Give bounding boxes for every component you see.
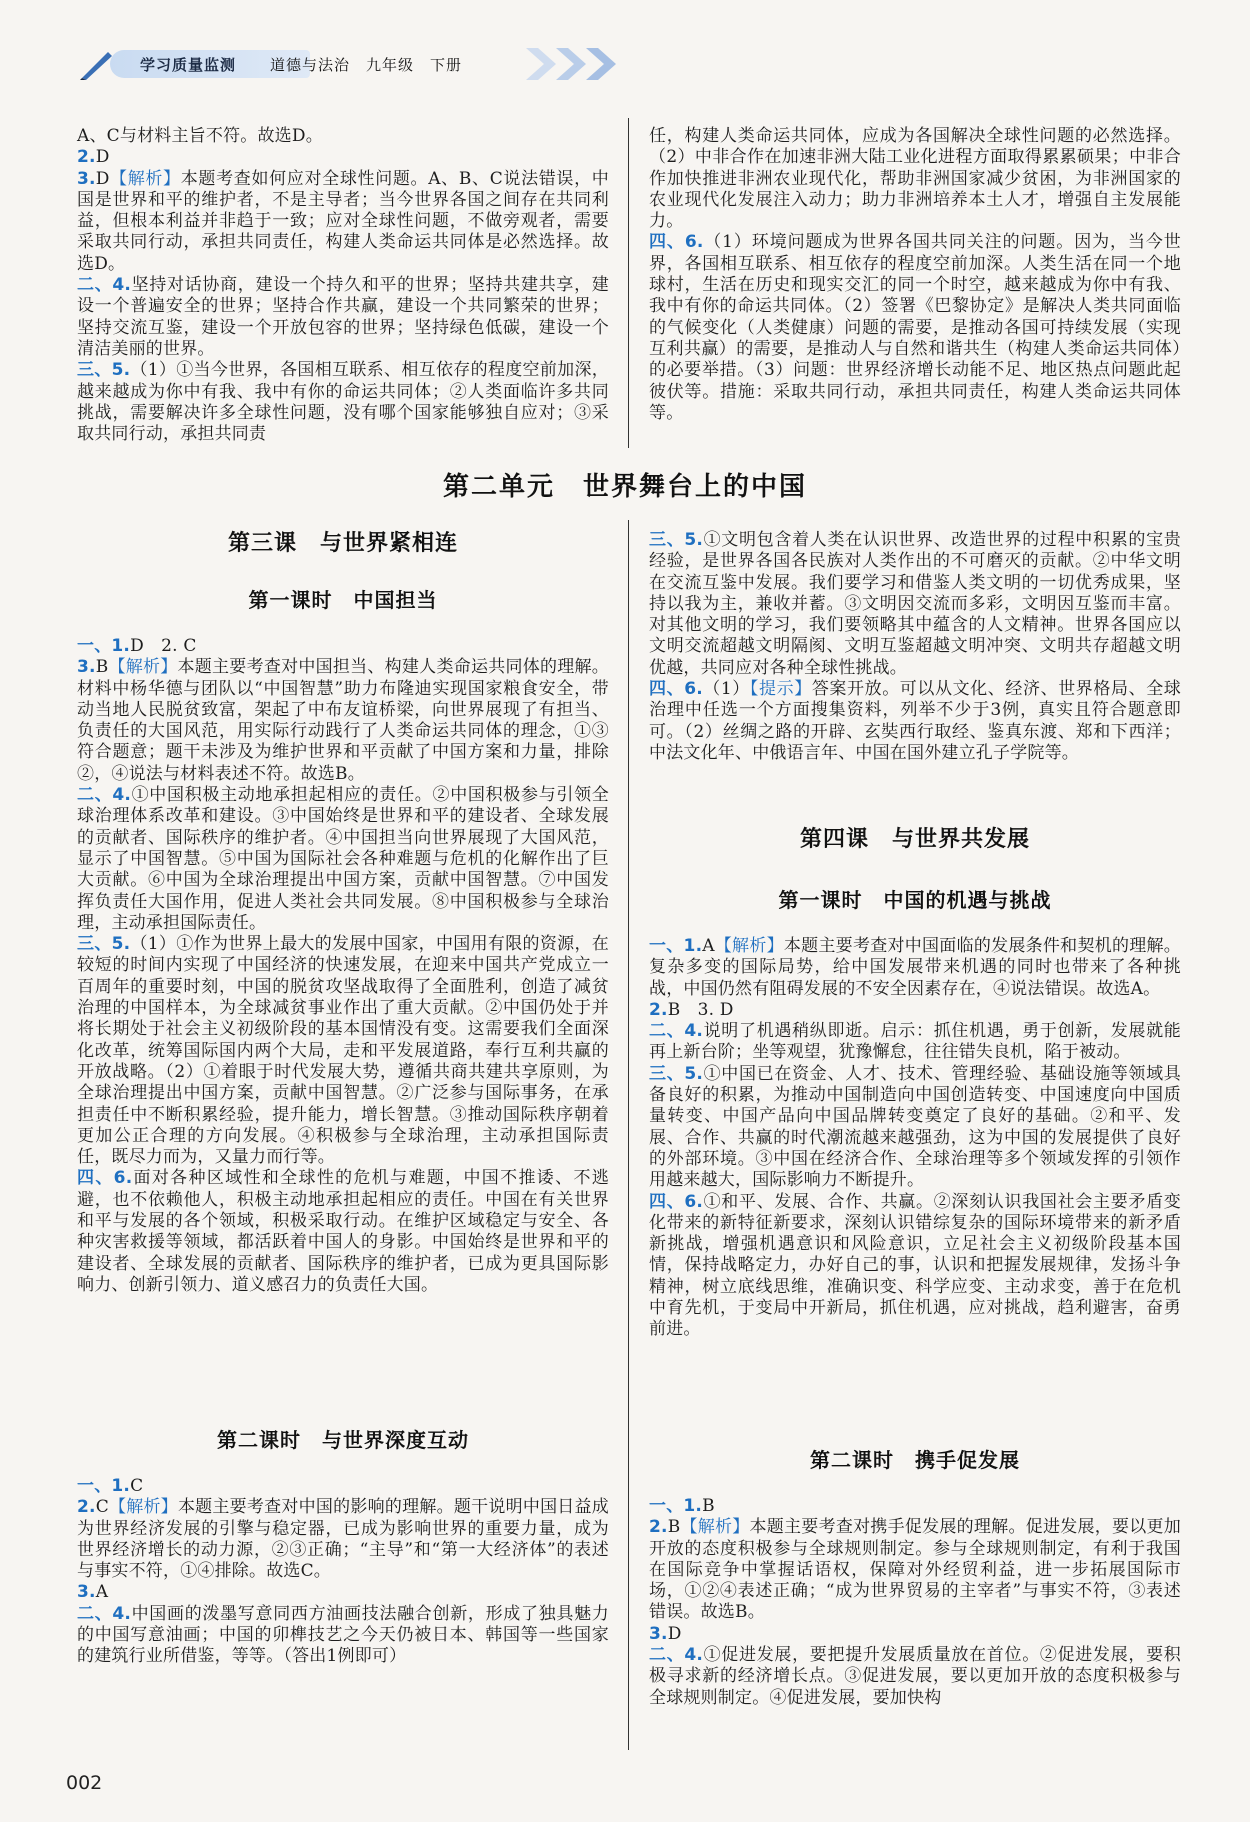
question-number: 二、4. [77,275,132,296]
lesson3-right-answers [649,530,1181,764]
answer-text: （1）【提示】答案开放。可以从文化、经济、世界格局、全球治理中任选一个方面搜集资料，列举不少于3例，真实且符合题意即可。（2）丝绸之路的开辟、玄奘西行取经、鉴真东渡、郑和下西洋；中法文化年、中俄语言年、中国在国外建立孔子学院等。 [649,679,1181,763]
question-number: 一、1. [649,1496,703,1516]
answer-text: 坚持对话协商，建设一个持久和平的世界；坚持共建共享，建设一个普遍安全的世界；坚持合作共赢，建设一个共同繁荣的世界；坚持交流互鉴，建设一个开放包容的世界；坚持绿色低碳，建设一个清洁美丽的世界。 [77,275,609,359]
header-badge-text: 学习质量监测 [139,56,237,74]
answer-text: （1）①作为世界上最大的发展中国家，中国用有限的资源，在较短的时间内实现了中国经济的快速发展，在迎来中国共产党成立一百周年的重要时刻，中国的脱贫攻坚战取得了全面胜利，创造了减贫治理的中国样本，为全球减贫事业作出了重大贡献。②中国仍处于并将长期处于社会主义初级阶段的基本国情没有变。这需要我们全面深化改革，统筹国际国内两个大局，走和平发展道路，奉行互利共赢的开放战略。（2）①着眼于时代发展大势，遵循共商共建共享原则，为全球治理提出中国方案，贡献中国智慧。②广泛参与国际事务，在承担责任中不断积累经验，提升能力，增长智慧。③推动国际秩序朝着更加公正合理的方向发展。④积极参与全球治理，主动承担国际责任，既尽力而为，又量力而行等。 [77,934,609,1168]
question-number: 2. [649,1517,668,1538]
answer-text: 任，构建人类命运共同体，应成为各国解决全球性问题的必然选择。（2）中非合作在加速非洲大陆工业化进程方面取得累累硕果；中非合作加快推进非洲农业现代化，帮助非洲国家减少贫困，为非洲国家的农业现代化发展注入动力；助力非洲培养本土人才，增强自主发展能力。 [649,126,1181,232]
page-number: 002 [66,1772,103,1794]
answer-text: C [130,1476,144,1496]
lesson3-title: 第三课 与世界紧相连 [227,531,458,556]
answer-item [649,1064,1181,1192]
question-number: 二、4. [77,785,132,806]
chevron-arrows-icon [522,46,632,82]
header-subtitle: 道德与法治 九年级 下册 [270,56,463,74]
answer-item [649,1496,1181,1517]
question-number: 一、1. [77,1476,131,1496]
lesson4-period2-answers [649,1496,1181,1709]
answer-item [649,936,1181,1000]
question-number: 2. [77,147,96,168]
answer-item [77,1476,609,1497]
answer-text: B 3. D [667,999,734,1020]
answer-text: D【解析】本题考查如何应对全球性问题。A、B、C说法错误，中国是世界和平的维护者，不是主导者；当今世界各国之间存在共同利益，但根本利益并非趋于一致；应对全球性问题，不做旁观者，需要采取共同行动，承担共同责任，构建人类命运共同体是必然选择。故选D。 [77,168,609,274]
answer-text: ①促进发展，要把提升发展质量放在首位。②促进发展，要积极寻求新的经济增长点。③促进发展，要以更加开放的态度积极参与全球规则制定。④促进发展，要加快构 [649,1645,1181,1708]
answer-text: ①中国已在资金、人才、技术、管理经验、基础设施等领域具备良好的积累，为推动中国制造向中国创造转变、中国速度向中国质量转变、中国产品向中国品牌转变奠定了良好的基础。②和平、发展、合作、共赢的时代潮流越来越强劲，这为中国的发展提供了良好的外部环境。③中国在经济合作、全球治理等多个领域发挥的引领作用越来越大，国际影响力不断提升。 [649,1063,1181,1191]
answer-text: ①中国积极主动地承担起相应的责任。②中国积极参与引领全球治理体系改革和建设。③中国始终是世界和平的建设者、全球发展的贡献者、国际秩序的维护者。④中国担当向世界展现了大国风范，显示了中国智慧。⑤中国为国际社会各种难题与危机的化解作出了巨大贡献。⑥中国为全球治理提出中国方案，贡献中国智慧。⑦中国发挥负责任大国作用，促进人类社会共同发展。⑧中国积极参与全球治理，主动承担国际责任。 [77,785,609,933]
answer-item [649,1624,1181,1645]
answer-text: 面对各种区域性和全球性的危机与难题，中国不推诿、不逃避，也不依赖他人，积极主动地承担起相应的责任。中国在有关世界和平与发展的各个领域，积极采取行动。在维护区域稳定与安全、各种灾害救援等领域，都活跃着中国人的身影。中国始终是世界和平的建设者、全球发展的贡献者、国际秩序的维护者，已成为更具国际影响力、创新引领力、道义感召力的负责任大国。 [77,1168,609,1295]
answer-item [77,147,609,168]
answer-item [649,232,1181,424]
lesson3-period2-answers [77,1476,609,1668]
answer-item [649,1645,1181,1709]
answer-text: A【解析】本题主要考查对中国面临的发展条件和契机的理解。复杂多变的国际局势，给中国发展带来机遇的同时也带来了各种挑战，中国仍然有阻碍发展的不安全因素存在，④说法错误。故选A。 [649,936,1181,999]
answer-item [77,1497,609,1582]
answer-item [77,360,609,445]
lesson3-period2-title: 第二课时 与世界深度互动 [217,1428,469,1452]
lesson4-period2-title: 第二课时 携手促发展 [810,1448,1020,1472]
answer-text: D [667,1623,682,1644]
answer-text: 说明了机遇稍纵即逝。启示：抓住机遇，勇于创新，发展就能再上新台阶；坐等观望，犹豫懈怠，往往错失良机，陷于被动。 [649,1021,1181,1063]
question-number: 三、5. [77,360,131,381]
answer-text: B【解析】本题主要考查对携手促发展的理解。促进发展，要以更加开放的态度积极参与全球规则制定。参与全球规则制定，有利于我国在国际竞争中掌握话语权，保障对外经贸利益，进一步拓展国际市场，①②④表述正确；“成为世界贸易的主宰者”与事实不符，③表述错误。故选B。 [649,1517,1182,1623]
answer-text: B【解析】本题主要考查对中国担当、构建人类命运共同体的理解。材料中杨华德与团队以“中国智慧”助力布隆迪实现国家粮食安全，带动当地人民脱贫致富，架起了中布友谊桥梁，向世界展现了有担当、负责任的大国风范，用实际行动践行了人类命运共同体的理念，①③符合题意；题干未涉及为维护世界和平贡献了中国方案和力量，排除②，④说法与材料表述不符。故选B。 [77,657,610,784]
answer-item [77,636,609,657]
lesson3-period1-answers [77,636,609,1296]
question-number: 四、6. [649,679,703,700]
question-number: 2. [77,1497,96,1518]
question-number: 四、6. [649,1191,704,1212]
answer-item [77,1604,609,1668]
answer-item [649,1000,1181,1021]
column-divider-bottom [628,520,629,1750]
lesson3-period1-title: 第一课时 中国担当 [248,588,438,612]
answer-text: ①和平、发展、合作、共赢。②深刻认识我国社会主要矛盾变化带来的新特征新要求，深刻认识错综复杂的国际环境带来的新矛盾新挑战，增强机遇意识和风险意识，立足社会主义初级阶段基本国情，保持战略定力，办好自己的事，认识和把握发展规律，发扬斗争精神，树立底线思维，准确识变、科学应变、主动求变，善于在危机中育先机，于变局中开新局，抓住机遇，应对挑战，趋利避害，奋勇前进。 [649,1191,1181,1340]
answer-item [77,126,609,147]
page-header [70,44,590,84]
question-number: 一、1. [77,636,131,656]
answer-item [77,1582,609,1603]
lesson4-period1-answers [649,936,1181,1341]
answer-item [77,1168,609,1296]
question-number: 三、5. [77,934,131,955]
answer-item [649,126,1181,232]
question-number: 二、4. [649,1645,704,1666]
question-number: 3. [77,168,96,189]
answer-item [77,785,609,934]
answer-text: （1）环境问题成为世界各国共同关注的问题。因为，当今世界，各国相互联系、相互依存的程度空前加深。人类生活在同一个地球村，生活在历史和现实交汇的同一个时空，越来越成为你中有我、我中有你的命运共同体。（2）签署《巴黎协定》是解决人类共同面临的气候变化（人类健康）问题的需要，是推动各国可持续发展（实现互利共赢）的需要，是推动人与自然和谐共生（构建人类命运共同体）的必要举措。（3）问题：世界经济增长动能不足、地区热点问题此起彼伏等。措施：采取共同行动，承担共同责任，构建人类命运共同体等。 [649,232,1181,423]
answer-text: C【解析】本题主要考查对中国的影响的理解。题干说明中国日益成为世界经济发展的引擎与稳定器，已成为影响世界的重要力量，成为世界经济增长的动力源，②③正确；“主导”和“第一大经济体”的表述与事实不符，①④排除。故选C。 [77,1497,609,1582]
question-number: 二、4. [77,1603,132,1624]
answer-text: D 2. C [130,636,197,656]
question-number: 一、1. [649,936,703,956]
unit-title: 第二单元 世界舞台上的中国 [442,472,807,502]
answer-item [77,169,609,275]
answer-item [649,530,1181,679]
answer-text: （1）①当今世界，各国相互联系、相互依存的程度空前加深，越来越成为你中有我、我中有你的命运共同体；②人类面临许多共同挑战，需要解决许多全球性问题，没有哪个国家能够独自应对；③采取共同行动，承担共同责 [77,360,609,445]
answer-item [649,679,1181,764]
question-number: 三、5. [649,530,704,550]
top-left-column [77,126,609,445]
question-number: 二、4. [649,1021,704,1042]
answer-item [649,1517,1181,1623]
question-number: 四、6. [649,232,704,253]
answer-text: D [95,147,110,168]
top-right-column [649,126,1181,424]
lesson4-period1-title: 第一课时 中国的机遇与挑战 [778,888,1052,912]
question-number: 三、5. [649,1063,704,1084]
question-number: 四、6. [77,1168,133,1189]
question-number: 3. [649,1623,668,1644]
answer-text: ①文明包含着人类在认识世界、改造世界的过程中积累的宝贵经验，是世界各国各民族对人类作出的不可磨灭的贡献。②中华文明在交流互鉴中发展。我们要学习和借鉴人类文明的一切优秀成果，坚持以我为主，兼收并蓄。③文明因交流而多彩，文明因互鉴而丰富。对其他文明的学习，我们要领略其中蕴含的人文精神。世界各国应以文明交流超越文明隔阂、文明互鉴超越文明冲突、文明共存超越文明优越，共同应对各种全球性挑战。 [649,530,1181,678]
answer-item [77,275,609,360]
answer-item [649,1021,1181,1064]
lesson4-title: 第四课 与世界共发展 [799,827,1030,852]
answer-item [77,934,609,1168]
column-divider-top [628,118,629,448]
answer-item [77,657,609,785]
answer-text: B [702,1496,715,1516]
answer-text: A [95,1582,109,1603]
question-number: 3. [77,1582,96,1603]
answer-text: A、C与材料主旨不符。故选D。 [77,126,323,146]
answer-text: 中国画的泼墨写意同西方油画技法融合创新，形成了独具魅力的中国写意油画；中国的卯榫技艺之今天仍被日本、韩国等一些国家的建筑行业所借鉴，等等。（答出1例即可） [77,1603,609,1667]
answer-item [649,1192,1181,1341]
question-number: 2. [649,999,668,1020]
question-number: 3. [77,657,96,678]
